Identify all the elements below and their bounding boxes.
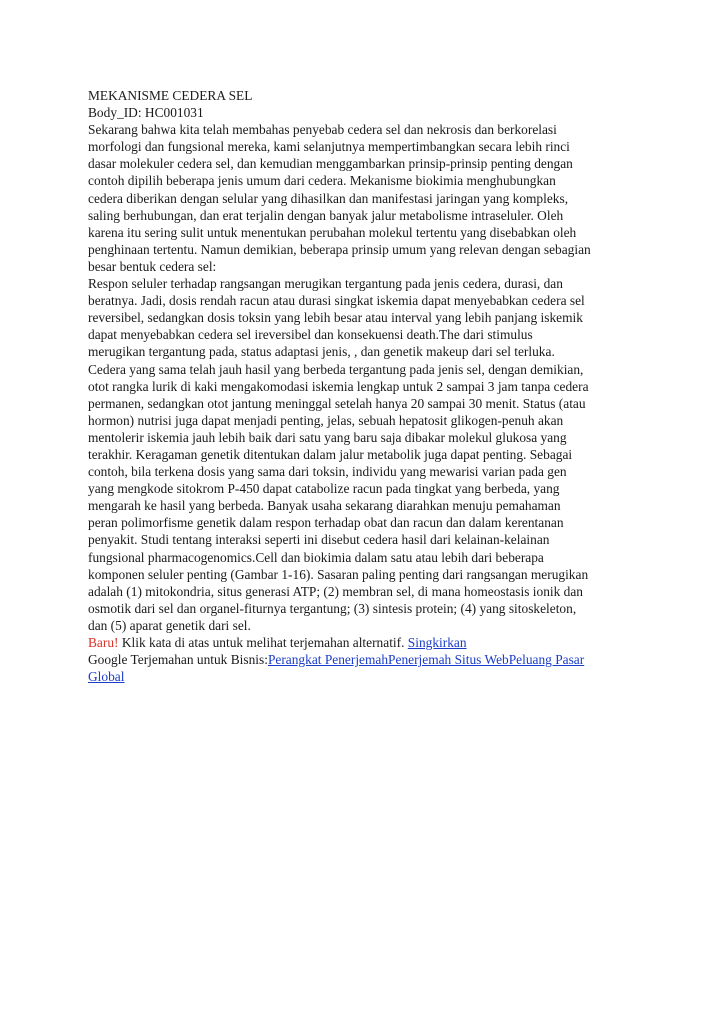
body-line: reversibel, sedangkan dosis toksin yang lebih besar atau interval yang lebih panjang iskemik [88,310,583,326]
global-market-finder-link-cont[interactable]: Global [88,669,125,685]
body-line: penyakit. Studi tentang interaksi seperti ini disebut cedera hasil dari kelainan-kelainan [88,532,550,548]
body-line: besar bentuk cedera sel: [88,258,217,274]
body-line: dasar molekuler cedera sel, dan kemudian menggambarkan prinsip-prinsip penting dengan [88,156,573,172]
body-line: permanen, sedangkan otot jantung meninggal setelah hanya 20 sampai 30 menit. Status (atau [88,395,586,411]
body-line: Cedera yang sama telah jauh hasil yang berbeda tergantung pada jenis sel, dengan demikian, [88,361,584,377]
body-line: morfologi dan fungsional mereka, kami selanjutnya mempertimbangkan secara lebih rinci [88,139,570,155]
body-line: yang mengkode sitokrom P-450 dapat catabolize racun pada tingkat yang berbeda, yang [88,481,560,497]
body-line: Sekarang bahwa kita telah membahas penyebab cedera sel dan nekrosis dan berkorelasi [88,122,557,138]
dismiss-link[interactable]: Singkirkan [407,635,467,650]
body-line: contoh, bila terkena dosis yang sama dari toksin, individu yang mewarisi varian pada gen [88,464,567,480]
body-line: mentolerir iskemia jauh lebih baik dari satu yang baru saja dibakar molekul glukosa yang [88,429,567,445]
footer-links [88,651,636,668]
notice-text: Klik kata di atas untuk melihat terjemahan alternatif. [118,635,408,650]
body-line: cedera diberikan dengan selular yang dihasilkan dan manifestasi jaringan yang kompleks, [88,190,569,206]
body-id: Body_ID: HC001031 [88,105,204,121]
body-line: Respon seluler terhadap rangsangan merugikan tergantung pada jenis cedera, durasi, dan [88,276,563,292]
translator-toolkit-link[interactable]: Perangkat Penerjemah [267,652,389,668]
footer-prefix: Google Terjemahan untuk Bisnis: [88,652,268,668]
body-line: peran polimorfisme genetik dalam respon terhadap obat dan racun dan dalam kerentanan [88,515,564,531]
translation-notice [88,634,636,651]
body-text [88,121,636,634]
body-line: dan (5) aparat genetik dari sel. [88,617,251,633]
body-line: beratnya. Jadi, dosis rendah racun atau durasi singkat iskemia dapat menyebabkan cedera sel [88,293,585,309]
body-line: fungsional pharmacogenomics.Cell dan biokimia dalam satu atau lebih dari beberapa [88,549,544,565]
footer-links-wrap [88,668,636,685]
body-line: mengarah ke hasil yang berbeda. Banyak usaha sekarang diarahkan menuju pemahaman [88,498,561,514]
body-line: osmotik dari sel dan organel-fiturnya tergantung; (3) sintesis protein; (4) yang sitoskeleton, [88,600,577,616]
body-line: dapat menyebabkan cedera sel ireversibel dan konsekuensi death.The dari stimulus [88,327,533,343]
body-line: saling berhubungan, dan erat terjalin dengan banyak jalur metabolisme intraseluler. Oleh [88,207,564,223]
body-line: penghinaan tertentu. Namun demikian, beberapa prinsip umum yang relevan dengan sebagian [88,241,591,257]
body-line: hormon) nutrisi juga dapat menjadi penting, jelas, sebuah hepatosit glikogen-penuh akan [88,412,564,428]
document-content [88,87,636,685]
body-line: contoh dipilih beberapa jenis umum dari cedera. Mekanisme biokimia menghubungkan [88,173,556,189]
new-label: Baru! [88,635,119,650]
global-market-finder-link[interactable]: Peluang Pasar [508,652,585,668]
website-translator-link[interactable]: Penerjemah Situs Web [388,652,509,668]
body-line: otot rangka lurik di kaki mengakomodasi iskemia lengkap untuk 2 sampai 3 jam tanpa cedera [88,378,589,394]
body-line: karena itu sering sulit untuk menentukan perubahan molekul tertentu yang disebabkan oleh [88,224,577,240]
body-line: terakhir. Keragaman genetik ditentukan dalam jalur metabolik juga dapat penting. Sebagai [88,446,573,462]
body-line: adalah (1) mitokondria, situs generasi ATP; (2) membran sel, di mana homeostasis ionik dan [88,583,583,599]
body-line: komponen seluler penting (Gambar 1-16). Sasaran paling penting dari rangsangan merugikan [88,566,589,582]
body-line: merugikan tergantung pada, status adaptasi jenis, , dan genetik makeup dari sel terluka. [88,344,555,360]
document-title: MEKANISME CEDERA SEL [88,88,253,103]
